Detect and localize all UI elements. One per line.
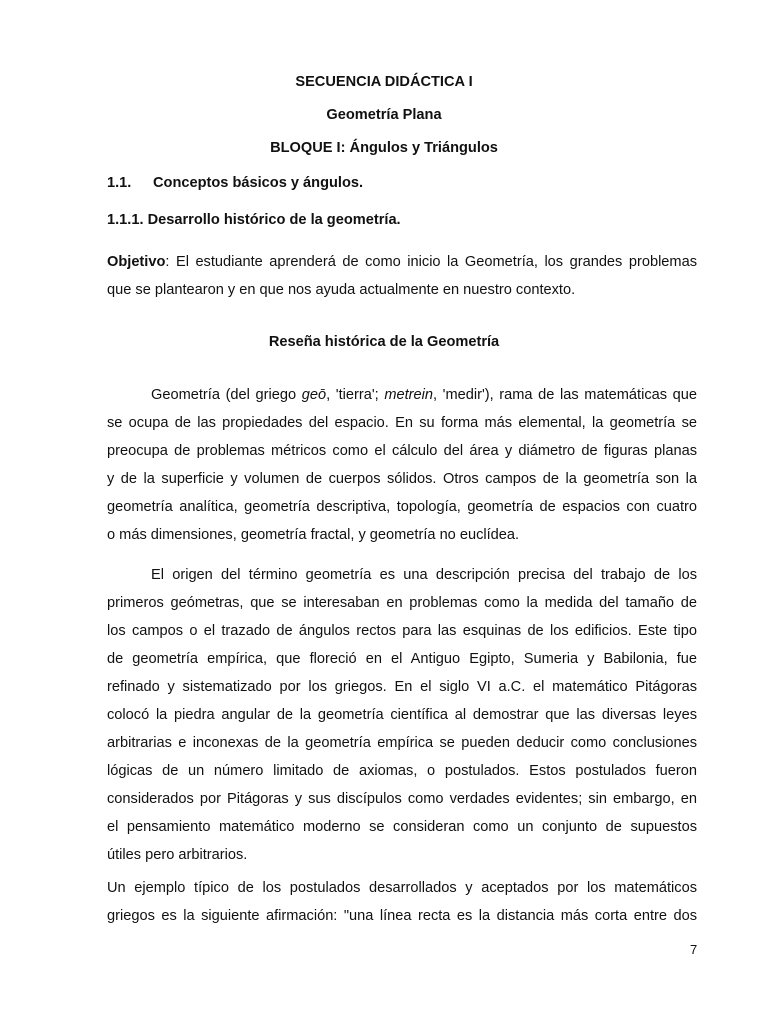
text-run-italic: geō bbox=[301, 387, 327, 403]
page-number: 7 bbox=[690, 942, 698, 957]
text-line: se ocupa de las propiedades del espacio. En su forma más elemental, la geometría se bbox=[107, 415, 697, 431]
document-subtitle: Geometría Plana bbox=[326, 107, 442, 123]
text-line: considerados por Pitágoras y sus discípulos como verdades evidentes; sin embargo, en bbox=[107, 791, 697, 807]
document-title: SECUENCIA DIDÁCTICA I bbox=[295, 74, 473, 90]
text-run-italic: metrein bbox=[384, 387, 433, 403]
paragraph-1 bbox=[107, 381, 697, 549]
section-number: 1.1. bbox=[107, 175, 132, 191]
text-line: El origen del término geometría es una descripción precisa del trabajo de los bbox=[151, 567, 697, 583]
objective-text: : El estudiante aprenderá de como inicio la Geometría, los grandes problemas bbox=[165, 254, 697, 270]
block-heading: BLOQUE I: Ángulos y Triángulos bbox=[270, 140, 498, 156]
text-line: primeros geómetras, que se interesaban en problemas como la medida del tamaño de bbox=[107, 595, 697, 611]
text-line: el pensamiento matemático moderno se consideran como un conjunto de supuestos bbox=[107, 819, 697, 835]
objective-paragraph bbox=[107, 248, 697, 304]
text-line: los campos o el trazado de ángulos rectos para las esquinas de los edificios. Este tipo bbox=[107, 623, 697, 639]
review-heading: Reseña histórica de la Geometría bbox=[268, 334, 500, 350]
text-line: preocupa de problemas métricos como el cálculo del área y diámetro de figuras planas bbox=[107, 443, 697, 459]
text-line: griegos es la siguiente afirmación: "una línea recta es la distancia más corta entre dos bbox=[107, 908, 697, 924]
text-line: geometría analítica, geometría descriptiva, topología, geometría de espacios con cuatro bbox=[107, 499, 697, 515]
text-line: de geometría empírica, que floreció en el Antiguo Egipto, Sumeria y Babilonia, fue bbox=[107, 651, 697, 667]
section-number: 1.1.1. bbox=[107, 212, 144, 228]
text-run: Geometría (del griego bbox=[151, 387, 302, 403]
paragraph-2 bbox=[107, 561, 697, 869]
section-heading-1 bbox=[107, 175, 697, 191]
text-run: , 'tierra'; bbox=[326, 387, 385, 403]
paragraph-3 bbox=[107, 874, 697, 930]
objective-text-2: que se plantearon y en que nos ayuda actualmente en nuestro contexto. bbox=[107, 282, 576, 298]
section-heading-2 bbox=[107, 212, 697, 228]
section-title: Desarrollo histórico de la geometría. bbox=[147, 212, 401, 228]
text-line: Un ejemplo típico de los postulados desarrollados y aceptados por los matemáticos bbox=[107, 880, 697, 896]
text-line: lógicas de un número limitado de axiomas, o postulados. Estos postulados fueron bbox=[107, 763, 697, 779]
text-line: arbitrarias e inconexas de la geometría empírica se pueden deducir como conclusiones bbox=[107, 735, 697, 751]
text-run: , 'medir'), rama de las matemáticas que bbox=[432, 387, 698, 403]
text-line: refinado y sistematizado por los griegos. En el siglo VI a.C. el matemático Pitágoras bbox=[107, 679, 697, 695]
text-line: o más dimensiones, geometría fractal, y geometría no euclídea. bbox=[107, 527, 520, 543]
section-title: Conceptos básicos y ángulos. bbox=[153, 175, 364, 191]
text-line: colocó la piedra angular de la geometría científica al demostrar que las diversas leyes bbox=[107, 707, 697, 723]
text-line: útiles pero arbitrarios. bbox=[107, 847, 248, 863]
objective-label: Objetivo bbox=[107, 254, 166, 270]
text-line: y de la superficie y volumen de cuerpos sólidos. Otros campos de la geometría son la bbox=[107, 471, 697, 487]
